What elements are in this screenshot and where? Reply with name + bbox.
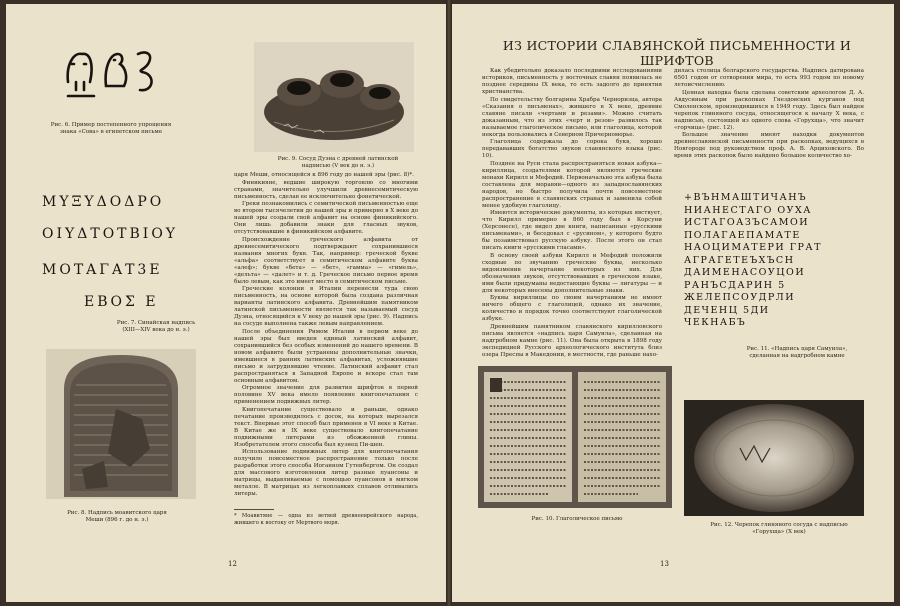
right-paragraph: Ценная находка была сделана советским археологом Д. А. Авдусиным при раскопках Гнездовских курганов под Смоленском, производившихся в 1949 году. Здесь был найден черепок глиняного сосуда, относящегося к началу X века, с надписью, состоящей из одного слова «Горухща», что значит «горчица» (рис. 12). [674, 89, 864, 131]
inscription-line: НАОЦИМАТЕРИ ГРАТ [684, 242, 822, 253]
left-paragraph: Огромное значение для развития шрифтов в первой половине XV века имело появление книгопечатания с применением подвижных литер. [234, 385, 418, 405]
samuel-inscription [684, 192, 864, 330]
right-paragraph: Буквы кириллицы по своим начертаниям не имеют ничего общего с глаголицей, однако их значение, количество и порядок точно соответствуют глаголической азбуке. [482, 295, 662, 322]
footnote: * Моавитяне — одна из ветвей древнееврейского народа, жившего к востоку от Мертвого моря. [234, 513, 418, 526]
page-title: ИЗ ИСТОРИИ СЛАВЯНСКОЙ ПИСЬМЕННОСТИ И ШРИФТОВ [502, 38, 852, 68]
right-column-2 [674, 68, 864, 161]
fig7-caption: Рис. 7. Синайская надпись (XIII—XIV века до н. э.) [116, 320, 196, 333]
left-paragraph: Использование подвижных литер для книгопечатания получило повсеместное распространение только после разработки этого способа Иоганном Гутенбергом. Он создал для массового изготовления литер разные пуансоны и матрицы, выдавливаемые с помощью пуансонов в мягком металле. В матрицах из легкоплавких сплавов отливались литеры. [234, 449, 418, 497]
left-page [6, 4, 446, 602]
inscription-line: +ВЪНМАШТИЧАНЪ [684, 192, 808, 203]
duenos-vessel-photo [254, 42, 414, 152]
footnote-rule [234, 509, 274, 510]
right-paragraph: дилась столица болгарского государства. Надпись датирована 6501 годом от сотворения мира, то есть 993 годом по новому летоисчислению. [674, 68, 864, 88]
right-paragraph: Древнейшим памятником славянского кирилловского письма является «надпись царя Самуила», сделанная на надгробном камне (рис. 11). Она была открыта в 1898 году экспедицией Русского археологического института близ озера Преспы в Македонии, в местности, где раньше нахо- [482, 323, 662, 358]
inscription-line: ПОЛАГАЕПАМАТЕ [684, 229, 801, 241]
fig9-caption: Рис. 9. Сосуд Дуэна с древней латинской надписью (V век до н. э.) [277, 156, 399, 169]
owl-glyph-2 [106, 54, 126, 86]
right-paragraph: Как убедительно доказало последними исследованиями историков, письменность у восточных славян появилась не позднее середины IX века, то есть задолго до принятия христианства. [482, 68, 662, 95]
gnezdovo-potsherd-photo [684, 400, 864, 516]
fig10-caption: Рис. 10. Глаголическое письмо [531, 516, 623, 522]
right-paragraph: Большое значение имеют находки документов древнеславянской письменности при раскопках, ведущихся в Новгороде под руководством проф. А. В. Арциховского. Во время этих раскопок было найдено большое количество хо- [674, 132, 864, 159]
left-paragraph: царя Меши, относящейся к 896 году до нашей эры (рис. 8)*. [234, 172, 414, 178]
sinai-glyph-line-2: ΟΙΥΔΤΟΤΒΙΟΥ [42, 226, 179, 242]
inscription-line: ДАИМЕНАСОУЦОИ [684, 267, 806, 278]
sinai-glyph-line-1: ΜΥΞΥΔΟΔΡΟ [42, 194, 165, 210]
right-paragraph: Имеются исторические документы, из которых явствует, что Кирилл примерно в 860 году был в Корсуни (Херсонесе), где видел две книги, написанные «русскими письменами», и беседовал с «русином», у которого будто бы позаимствовал русскую азбуку. После этого он стал писать книги «русскими гласами». [482, 210, 662, 251]
fig11-caption: Рис. 11. «Надпись царя Самуила», сделанная на надгробном камне [746, 346, 848, 359]
inscription-line: ЧЕКНАБЪ [684, 317, 747, 328]
inscription-line: АГРАГЕТЕЪХЪСН [684, 254, 795, 266]
fig12-caption: Рис. 12. Черепок глиняного сосуда с надписью «Горухща» (X век) [710, 522, 848, 535]
left-paragraph: Греки познакомились с семитической письменностью еще во втором тысячелетии до нашей эры и примерно в X веке до нашей эры создали свой алфавит на основе финикийского. Они лишь добавили знаки для гласных звуков, отсутствовавшие в финикийском алфавите. [234, 201, 418, 235]
left-paragraph: Книгопечатание существовало и раньше, однако печатание производилось с досок, на которых вырезался текст. Впервые этот способ был применен в VI веке в Китае. В Китае же в IX веке существовало книгопечатание подвижными литерами из обожженной глины. Изобретателем этого способа был кузнец Пи-шен. [234, 406, 418, 448]
fig8-caption: Рис. 8. Надпись моавитского царя Меши (896 г. до н. э.) [67, 510, 167, 523]
right-page [452, 4, 894, 602]
left-paragraph: Финикияне, ведшие широкую торговлю со многими странами, значительно улучшили древнесемитическую письменность, сделав ее исключительно фонетической. [234, 179, 418, 200]
owl-glyph-1 [68, 54, 94, 96]
left-paragraph: Греческие колонии в Италии перенесли туда свою письменность, на основе которой была создана различная варианты латинского алфавита. Древнейшим памятником латинской письменности является так называемый сосуд Дуэна, относящийся к V веку до нашей эры (рис. 9). Надпись на сосуде выполнена также левым направлением. [234, 286, 418, 327]
left-body-text [234, 172, 418, 499]
inscription-line: ЖЕЛЕПСОУДРЛИ [684, 292, 796, 303]
inscription-line: ДЕЧЕНЦ 5ДИ [684, 304, 770, 316]
right-column-1 [482, 68, 662, 359]
left-paragraph: Происхождение греческого алфавита от древнесемитического подтверждают сохранившиеся названия многих букв. Так, например: греческой букве «альфа» соответствует в семитическом алфавите буква «алеф»; букве «бета» — «бет», «гамма» — «гимель», «дельта» — «далет» и т. д. Греческое письмо первое время было левым, как это имеет место в семитическом письме. [234, 236, 418, 285]
inscription-line: РАНЪСДАРИН 5 [684, 279, 786, 291]
owl-hieroglyph-evolution-figure [62, 42, 162, 102]
sinai-glyph-line-3: ΜΟΤΑΓΑΤ3Ε [42, 262, 163, 278]
right-paragraph: Глаголица содержала до сорока букв, хорошо передававших богатство звуков славянского языка (рис. 10). [482, 139, 662, 159]
page-number: 13 [660, 560, 669, 568]
right-paragraph: По свидетельству болгарина Храбра Черноризца, автора «Сказания о письменах», жившего в X веке, древние славяне писали «чертами и резами». Можно считать доказанным, что из этих «черт и резов» развилось так называемое глаголическое письмо, или глаголица, которой некогда пользовались в Северном Причерноморье. [482, 96, 662, 138]
sinai-glyph-line-4: ΕΒΟΣ Ε [84, 294, 159, 310]
right-paragraph: В основу своей азбуки Кирилл и Мефодий положили сходные по звучанию греческие буквы, несколько видоизменив начертание некоторых из них. Для обозначения звуков, отсутствовавших в греческом языке, ими были придуманы недостающие буквы — лигатуры — и для некоторых внесены дополнительные знаки. [482, 252, 662, 294]
fig6-caption: Рис. 6. Пример постепенного упрощения знака «Сова» в египетском письме [50, 122, 172, 135]
inscription-line: НИАНЕСТАГО ОУХА [684, 204, 812, 216]
mesha-stele-photo [46, 349, 196, 499]
left-paragraph: После объединения Римом Италии в первом веке до нашей эры был введен единый латинский алфавит, сохранившийся без особых изменений до нашего времени. В новом алфавите были устранены дополнительные значки, имевшиеся в ранних латинских алфавитах, усложнявшие письмо и затруднявшие чтение. Латинский алфавит стал распространяться в Западной Европе и вскоре стал там основным алфавитом. [234, 328, 418, 384]
right-paragraph: Позднее на Руси стала распространяться новая азбука—кириллица, создателями которой являются греческие монахи Кирилл и Мефодий. Первоначально эта азбука была составлена для моравян—одного из западнославянских народов, но быстро получила почти повсеместное распространение в славянских странах и заменила собой менее удобную глаголицу. [482, 160, 662, 209]
glagolitic-manuscript-photo [478, 366, 672, 508]
page-number: 12 [228, 560, 237, 568]
owl-glyph-3 [138, 52, 152, 90]
inscription-line: ИСТАГОАЗЪСАМОИ [684, 217, 810, 228]
